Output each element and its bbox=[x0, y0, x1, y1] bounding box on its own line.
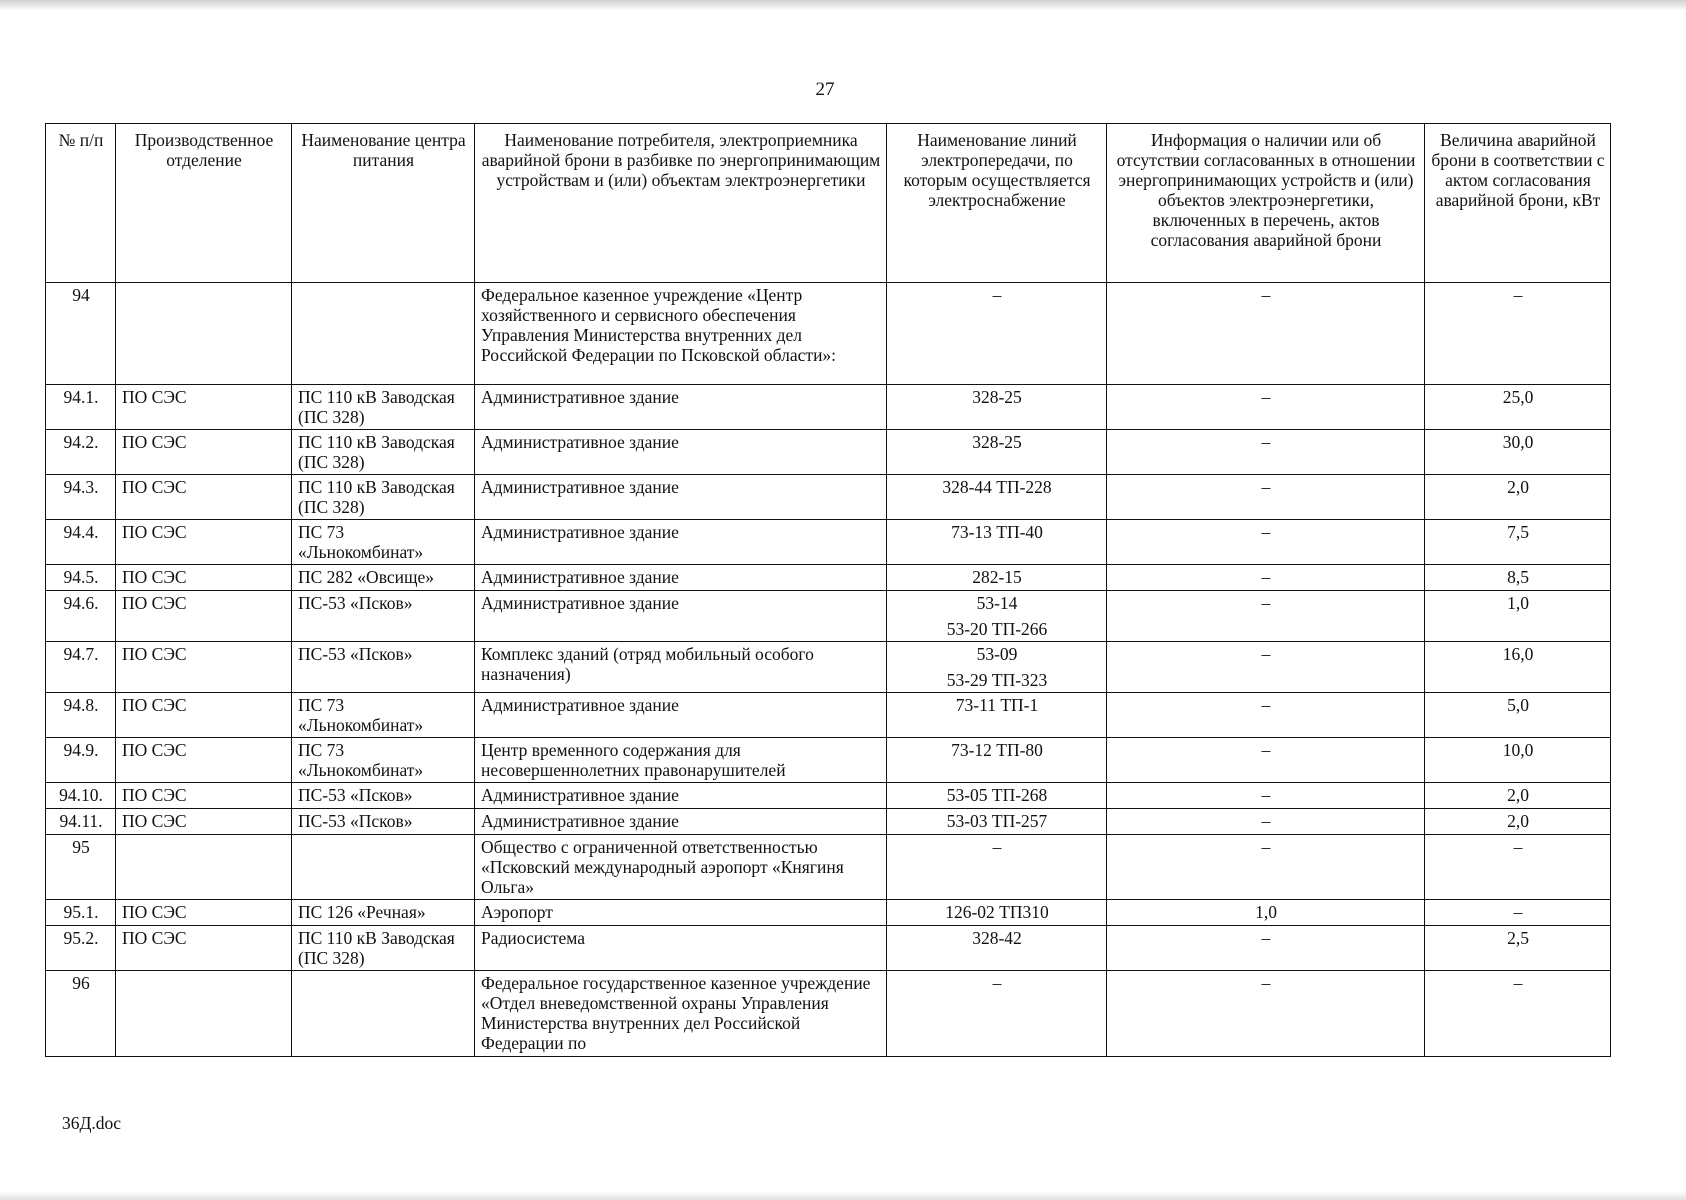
header-info: Информация о наличии или об отсутствии согласованных в отношении энергопринимающих устройств и (или) объектов электроэнергетики, включенных в перечень, актов согласования аварийной брони bbox=[1107, 124, 1425, 283]
table-row bbox=[46, 693, 1611, 738]
table-row bbox=[46, 642, 1611, 693]
cell-reserve-value: – bbox=[1425, 835, 1611, 900]
cell-department bbox=[116, 971, 292, 1057]
cell-reserve-value: – bbox=[1425, 283, 1611, 385]
cell-power-center: ПС-53 «Псков» bbox=[292, 642, 475, 693]
cell-agreement-info: – bbox=[1107, 642, 1425, 693]
header-consumer: Наименование потребителя, электроприемника аварийной брони в разбивке по энергопринимающим устройствам и (или) объектам электроэнергетики bbox=[475, 124, 887, 283]
power-line-primary: – bbox=[992, 973, 1002, 993]
cell-power-lines bbox=[887, 900, 1107, 926]
cell-agreement-info: – bbox=[1107, 520, 1425, 565]
table-row bbox=[46, 971, 1611, 1057]
cell-number: 94.10. bbox=[46, 783, 116, 809]
cell-reserve-value: 8,5 bbox=[1425, 565, 1611, 591]
cell-department: ПО СЭС bbox=[116, 591, 292, 642]
cell-department: ПО СЭС bbox=[116, 809, 292, 835]
power-line-secondary: 53-20 ТП-266 bbox=[946, 619, 1048, 639]
cell-agreement-info: – bbox=[1107, 385, 1425, 430]
cell-agreement-info: – bbox=[1107, 283, 1425, 385]
header-dept: Производственное отделение bbox=[116, 124, 292, 283]
power-line-primary: 73-11 ТП-1 bbox=[955, 695, 1039, 715]
power-line-primary: 53-09 bbox=[976, 644, 1018, 664]
cell-consumer: Общество с ограниченной ответственностью «Псковский международный аэропорт «Княгиня Ольга» bbox=[475, 835, 887, 900]
cell-department: ПО СЭС bbox=[116, 385, 292, 430]
cell-number: 94.3. bbox=[46, 475, 116, 520]
cell-department: ПО СЭС bbox=[116, 642, 292, 693]
cell-consumer: Федеральное государственное казенное учреждение «Отдел вневедомственной охраны Управления Министерства внутренних дел Российской Федерации по bbox=[475, 971, 887, 1057]
cell-power-lines bbox=[887, 783, 1107, 809]
cell-power-lines bbox=[887, 809, 1107, 835]
cell-power-lines bbox=[887, 283, 1107, 385]
cell-department: ПО СЭС bbox=[116, 783, 292, 809]
cell-department: ПО СЭС bbox=[116, 430, 292, 475]
cell-consumer: Административное здание bbox=[475, 385, 887, 430]
cell-department: ПО СЭС bbox=[116, 738, 292, 783]
table-row bbox=[46, 835, 1611, 900]
cell-consumer: Административное здание bbox=[475, 783, 887, 809]
cell-agreement-info: – bbox=[1107, 835, 1425, 900]
cell-power-center: ПС 282 «Овсище» bbox=[292, 565, 475, 591]
cell-power-lines bbox=[887, 591, 1107, 642]
table-row bbox=[46, 900, 1611, 926]
cell-number: 95.2. bbox=[46, 926, 116, 971]
cell-power-lines bbox=[887, 738, 1107, 783]
cell-power-center: ПС 110 кВ Заводская (ПС 328) bbox=[292, 385, 475, 430]
cell-power-lines bbox=[887, 565, 1107, 591]
cell-department bbox=[116, 283, 292, 385]
table-row bbox=[46, 520, 1611, 565]
cell-agreement-info: – bbox=[1107, 475, 1425, 520]
cell-department bbox=[116, 835, 292, 900]
table-row bbox=[46, 475, 1611, 520]
power-line-primary: 73-13 ТП-40 bbox=[951, 522, 1043, 542]
cell-consumer: Радиосистема bbox=[475, 926, 887, 971]
cell-agreement-info: – bbox=[1107, 738, 1425, 783]
cell-reserve-value: 30,0 bbox=[1425, 430, 1611, 475]
cell-consumer: Центр временного содержания для несовершеннолетних правонарушителей bbox=[475, 738, 887, 783]
cell-agreement-info: – bbox=[1107, 565, 1425, 591]
power-line-primary: 53-05 ТП-268 bbox=[946, 785, 1048, 805]
cell-power-center: ПС 126 «Речная» bbox=[292, 900, 475, 926]
cell-power-center: ПС 110 кВ Заводская (ПС 328) bbox=[292, 926, 475, 971]
cell-reserve-value: 5,0 bbox=[1425, 693, 1611, 738]
table-row bbox=[46, 591, 1611, 642]
header-num: № п/п bbox=[46, 124, 116, 283]
cell-consumer: Административное здание bbox=[475, 565, 887, 591]
cell-department: ПО СЭС bbox=[116, 475, 292, 520]
cell-number: 96 bbox=[46, 971, 116, 1057]
cell-consumer: Административное здание bbox=[475, 520, 887, 565]
cell-reserve-value: – bbox=[1425, 900, 1611, 926]
cell-power-lines bbox=[887, 835, 1107, 900]
power-line-primary: 328-25 bbox=[972, 387, 1022, 407]
cell-power-lines bbox=[887, 926, 1107, 971]
cell-consumer: Административное здание bbox=[475, 591, 887, 642]
cell-department: ПО СЭС bbox=[116, 900, 292, 926]
reserve-table bbox=[45, 123, 1611, 1057]
cell-reserve-value: 16,0 bbox=[1425, 642, 1611, 693]
cell-department: ПО СЭС bbox=[116, 693, 292, 738]
header-value: Величина аварийной брони в соответствии с актом согласования аварийной брони, кВт bbox=[1425, 124, 1611, 283]
table-row bbox=[46, 783, 1611, 809]
cell-number: 94.4. bbox=[46, 520, 116, 565]
cell-power-lines bbox=[887, 642, 1107, 693]
table-row bbox=[46, 738, 1611, 783]
power-line-primary: 53-14 bbox=[976, 593, 1018, 613]
cell-agreement-info: 1,0 bbox=[1107, 900, 1425, 926]
cell-consumer: Административное здание bbox=[475, 809, 887, 835]
cell-number: 94 bbox=[46, 283, 116, 385]
footer-filename: 36Д.doc bbox=[62, 1113, 122, 1133]
cell-number: 94.2. bbox=[46, 430, 116, 475]
table-row bbox=[46, 430, 1611, 475]
cell-reserve-value: 2,0 bbox=[1425, 809, 1611, 835]
power-line-primary: – bbox=[992, 837, 1002, 857]
cell-power-lines bbox=[887, 693, 1107, 738]
cell-consumer: Административное здание bbox=[475, 693, 887, 738]
power-line-primary: – bbox=[992, 285, 1002, 305]
cell-agreement-info: – bbox=[1107, 591, 1425, 642]
cell-agreement-info: – bbox=[1107, 693, 1425, 738]
table-row bbox=[46, 809, 1611, 835]
table-row bbox=[46, 926, 1611, 971]
cell-agreement-info: – bbox=[1107, 783, 1425, 809]
cell-power-center: ПС 110 кВ Заводская (ПС 328) bbox=[292, 475, 475, 520]
cell-reserve-value: 25,0 bbox=[1425, 385, 1611, 430]
cell-power-center bbox=[292, 835, 475, 900]
cell-number: 94.5. bbox=[46, 565, 116, 591]
cell-number: 94.6. bbox=[46, 591, 116, 642]
cell-department: ПО СЭС bbox=[116, 926, 292, 971]
cell-number: 95.1. bbox=[46, 900, 116, 926]
cell-power-lines bbox=[887, 430, 1107, 475]
cell-consumer: Аэропорт bbox=[475, 900, 887, 926]
cell-power-lines bbox=[887, 971, 1107, 1057]
cell-power-center bbox=[292, 283, 475, 385]
power-line-primary: 53-03 ТП-257 bbox=[946, 811, 1048, 831]
cell-consumer: Административное здание bbox=[475, 430, 887, 475]
power-line-primary: 328-25 bbox=[972, 432, 1022, 452]
cell-power-lines bbox=[887, 475, 1107, 520]
cell-power-center: ПС-53 «Псков» bbox=[292, 783, 475, 809]
cell-number: 94.1. bbox=[46, 385, 116, 430]
cell-power-lines bbox=[887, 520, 1107, 565]
header-center: Наименование центра питания bbox=[292, 124, 475, 283]
scan-edge-bottom bbox=[0, 1190, 1686, 1200]
table-row bbox=[46, 283, 1611, 385]
page-number: 27 bbox=[815, 79, 835, 100]
cell-agreement-info: – bbox=[1107, 926, 1425, 971]
cell-power-center: ПС 73 «Льнокомбинат» bbox=[292, 738, 475, 783]
cell-power-lines bbox=[887, 385, 1107, 430]
cell-power-center bbox=[292, 971, 475, 1057]
cell-reserve-value: – bbox=[1425, 971, 1611, 1057]
cell-number: 95 bbox=[46, 835, 116, 900]
cell-reserve-value: 2,0 bbox=[1425, 475, 1611, 520]
cell-department: ПО СЭС bbox=[116, 565, 292, 591]
table-row bbox=[46, 565, 1611, 591]
power-line-secondary: 53-29 ТП-323 bbox=[946, 670, 1048, 690]
cell-power-center: ПС-53 «Псков» bbox=[292, 591, 475, 642]
cell-power-center: ПС 73 «Льнокомбинат» bbox=[292, 520, 475, 565]
header-row bbox=[46, 124, 1611, 283]
power-line-primary: 328-42 bbox=[972, 928, 1022, 948]
cell-power-center: ПС 110 кВ Заводская (ПС 328) bbox=[292, 430, 475, 475]
scan-edge-top bbox=[0, 0, 1686, 12]
cell-consumer: Административное здание bbox=[475, 475, 887, 520]
cell-reserve-value: 10,0 bbox=[1425, 738, 1611, 783]
cell-reserve-value: 2,5 bbox=[1425, 926, 1611, 971]
power-line-primary: 282-15 bbox=[972, 567, 1022, 587]
cell-department: ПО СЭС bbox=[116, 520, 292, 565]
cell-number: 94.9. bbox=[46, 738, 116, 783]
cell-number: 94.8. bbox=[46, 693, 116, 738]
cell-agreement-info: – bbox=[1107, 971, 1425, 1057]
header-lines: Наименование линий электропередачи, по которым осуществляется электроснабжение bbox=[887, 124, 1107, 283]
cell-reserve-value: 7,5 bbox=[1425, 520, 1611, 565]
cell-consumer: Комплекс зданий (отряд мобильный особого назначения) bbox=[475, 642, 887, 693]
cell-agreement-info: – bbox=[1107, 809, 1425, 835]
power-line-primary: 126-02 ТП310 bbox=[945, 902, 1049, 922]
cell-number: 94.7. bbox=[46, 642, 116, 693]
cell-power-center: ПС-53 «Псков» bbox=[292, 809, 475, 835]
cell-agreement-info: – bbox=[1107, 430, 1425, 475]
cell-reserve-value: 1,0 bbox=[1425, 591, 1611, 642]
power-line-primary: 328-44 ТП-228 bbox=[942, 477, 1052, 497]
cell-consumer: Федеральное казенное учреждение «Центр хозяйственного и сервисного обеспечения Управления Министерства внутренних дел Российской Федерации по Псковской области»: bbox=[475, 283, 887, 385]
cell-number: 94.11. bbox=[46, 809, 116, 835]
cell-reserve-value: 2,0 bbox=[1425, 783, 1611, 809]
cell-power-center: ПС 73 «Льнокомбинат» bbox=[292, 693, 475, 738]
table-row bbox=[46, 385, 1611, 430]
power-line-primary: 73-12 ТП-80 bbox=[951, 740, 1043, 760]
